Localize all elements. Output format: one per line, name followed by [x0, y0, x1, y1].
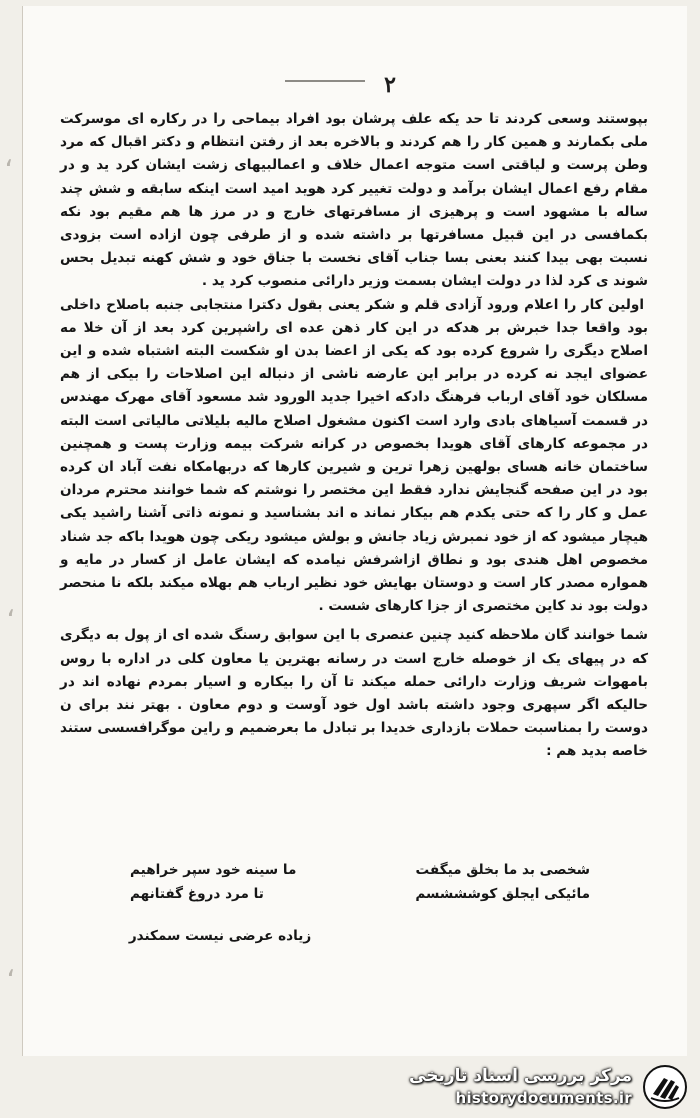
poem-verse [130, 858, 590, 906]
books-logo-icon [642, 1064, 688, 1110]
bleed-mark: ، [4, 140, 14, 173]
poem-hemistich: شخصی بد ما بخلق میگفت [415, 862, 590, 878]
watermark-title: مرکز بررسی اسناد تاریخی [409, 1066, 632, 1086]
watermark [378, 1062, 688, 1112]
poem-hemistich: تا مرد دروغ گفتانهم [130, 886, 264, 902]
poem-hemistich: ما سینه خود سپر خراهیم [130, 862, 297, 878]
watermark-url: historydocuments.ir [455, 1089, 632, 1107]
page-number: ۲ [384, 72, 396, 98]
poem-row [130, 858, 590, 882]
paragraph-3: شما خوانند گان ملاحظه کنید چنین عنصری با این سوابق رسنگ شده ای از پول به دیگری که در پیهای یک از خوصله خارج است در رسانه بهترین یا معاون کلی در اداره با روس بامهوات شریف وزارت دارائی حمله میکند تا آن را بیکاره و اسیار بمردم نهاده اند در حالیکه اگر سپهری وجود داشته باشد اول خود آوست و دوم معاون . بهتر نند برای ن دوست را بمناسبت حملات بازداری خدیدا بر تبادل ما بعرضمیم و راین موگرافسسی ستند خاصه بدید هم : [60, 627, 648, 760]
header-rule [285, 80, 365, 82]
poem-row [130, 882, 590, 906]
signoff-line: زیاده عرضی نیست سمکندر [128, 928, 312, 944]
bleed-mark: ، [6, 590, 16, 623]
poem-hemistich: مائیکی ایجلق کوشششسم [415, 886, 590, 902]
paragraph-2: اولین کار را اعلام ورود آزادی قلم و شکر یعنی بقول دکترا منتجابی جنبه باصلاح داخلی بود واقعا جدا خبرش بر هدکه در این کار ذهن عده ای راشپرین کرد بعد از آن خلا مه اصلاح دیگری را شروع کرده بود که یکی از اعضا بدن او شکست البته اشتباه شده و این عضوای ایجد نه کرده در برابر این عارضه ناشی از دنباله این اصلاحات را بیکی از هم مسلکان خود آقای ارباب فرهنگ دادکه اخیرا جدید الورود شد مسعود آقای مهرک مهندس در قسمت آسیاهای بادی وارد است اکنون مشغول اصلاح مالیه بلیلاتی مالیاتی است البته در مجموعه کارهای آقای هویدا بخصوص در کرانه شرکت بیمه وزارت پست و همچنین ساختمان خانه هسای بولهین زهرا ترین و شیرین کارها که دربهامکاه نفت آباد ان کرده بود در این صفحه گنجایش ندارد فقط این مختصر را نوشتم که شما خوانند محترم مردان عمل و کار را که حتی یکدم هم بیکار نماند ه اند بشناسید و نمونه ذاتی آشنا راشید یکی هیچار میشود که از خود نمبرش زیاد جانش و بولش میشود ریکی چون هویدا باکه جد شناد مخصوص اهل هندی بود و نطاق ازاشرفش نیامده که ایشان عامل از کسار در مایه و همواره مصدر کار است و دوستان بهایش خود نظیر ارباب هم بهلاه میکند بلکه نا منحصر دولت بود ند کاین مختصری از جزا کارهای شست . [60, 296, 648, 615]
letter-body [60, 108, 648, 764]
paragraph-1: بپوستند وسعی کردند تا حد یکه علف پرشان بود افراد بیماحی را در رکاره ای موسرکت ملی بکمارند و همین کار را هم کردند و بالاخره بعد از رفتن انتظام و دکتر اقبال که مرد وطن پرست و لیاقتی است متوجه اعمال خلاف و اعمالبیهای زشت ایشان کرد ید و در مقام رفع اعمال ایشان برآمد و دولت تغییر کرد هوید امید است اینکه سابقه و شش چند ساله با مشهود است و پرهیزی از مسافرتهای خارج و در مرز ها هم مقیم بود نکه بکمافسی در این قبیل مسافرتها بر داشته شده و از طرفی چون ازاده است بزودی نسبت بهی بیدا کنند بعنی بسا جناب آقای نخست با جناق خود و شش کهنه تبدیل بحس شوند ی کرد لذا در دولت ایشان بسمت وزیر دارائی منصوب کرد ید . [60, 111, 648, 290]
bleed-mark: ، [6, 950, 16, 983]
